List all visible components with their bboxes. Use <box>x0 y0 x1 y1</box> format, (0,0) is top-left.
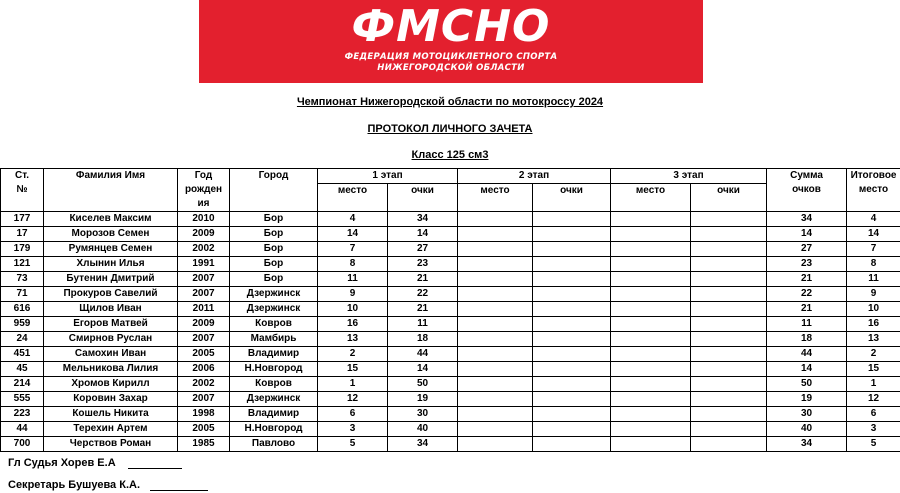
cell-final-place: 13 <box>847 332 900 347</box>
cell-city: Н.Новгород <box>230 422 318 437</box>
cell-stage3-points <box>691 272 767 287</box>
cell-start-number: 17 <box>1 227 44 242</box>
secretary-signature: Секретарь Бушуева К.А. <box>8 479 208 491</box>
table-row <box>1 287 900 302</box>
table-row <box>1 242 900 257</box>
cell-stage1-points: 27 <box>388 242 458 257</box>
cell-sum-points: 23 <box>767 257 847 272</box>
cell-city: Ковров <box>230 377 318 392</box>
cell-stage2-points <box>533 287 611 302</box>
cell-city: Н.Новгород <box>230 362 318 377</box>
logo-subtitle-line2: НИЖЕГОРОДСКОЙ ОБЛАСТИ <box>377 63 525 73</box>
cell-stage3-points <box>691 287 767 302</box>
cell-name: Хлынин Илья <box>44 257 178 272</box>
cell-name: Прокуров Савелий <box>44 287 178 302</box>
cell-stage3-points <box>691 347 767 362</box>
cell-city: Бор <box>230 227 318 242</box>
cell-final-place: 5 <box>847 437 900 452</box>
table-row <box>1 377 900 392</box>
cell-stage3-place <box>611 422 691 437</box>
cell-final-place: 11 <box>847 272 900 287</box>
cell-name: Бутенин Дмитрий <box>44 272 178 287</box>
cell-sum-points: 27 <box>767 242 847 257</box>
cell-stage3-place <box>611 407 691 422</box>
cell-stage3-place <box>611 392 691 407</box>
cell-stage3-place <box>611 272 691 287</box>
table-row <box>1 422 900 437</box>
header-stage1-place: место <box>318 184 388 212</box>
cell-stage2-place <box>458 347 533 362</box>
cell-name: Румянцев Семен <box>44 242 178 257</box>
cell-stage3-place <box>611 347 691 362</box>
cell-final-place: 15 <box>847 362 900 377</box>
cell-name: Егоров Матвей <box>44 317 178 332</box>
cell-stage1-points: 34 <box>388 212 458 227</box>
header-city: Город <box>230 169 318 212</box>
cell-city: Павлово <box>230 437 318 452</box>
cell-final-place: 2 <box>847 347 900 362</box>
cell-stage1-points: 14 <box>388 362 458 377</box>
cell-birth-year: 2007 <box>178 392 230 407</box>
cell-start-number: 73 <box>1 272 44 287</box>
cell-stage1-place: 4 <box>318 212 388 227</box>
cell-stage1-points: 40 <box>388 422 458 437</box>
cell-stage3-points <box>691 392 767 407</box>
cell-birth-year: 2007 <box>178 287 230 302</box>
cell-stage1-points: 11 <box>388 317 458 332</box>
cell-stage1-place: 5 <box>318 437 388 452</box>
cell-birth-year: 2002 <box>178 242 230 257</box>
cell-stage3-place <box>611 317 691 332</box>
cell-birth-year: 2009 <box>178 227 230 242</box>
cell-sum-points: 19 <box>767 392 847 407</box>
cell-birth-year: 1985 <box>178 437 230 452</box>
cell-start-number: 24 <box>1 332 44 347</box>
cell-name: Смирнов Руслан <box>44 332 178 347</box>
cell-stage1-place: 12 <box>318 392 388 407</box>
cell-start-number: 71 <box>1 287 44 302</box>
header-sum-points: Сумма очков <box>767 169 847 212</box>
class-title: Класс 125 см3 <box>411 149 489 161</box>
cell-stage2-points <box>533 392 611 407</box>
cell-sum-points: 14 <box>767 362 847 377</box>
header-stage2-points: очки <box>533 184 611 212</box>
cell-start-number: 179 <box>1 242 44 257</box>
cell-stage1-place: 10 <box>318 302 388 317</box>
cell-start-number: 45 <box>1 362 44 377</box>
cell-final-place: 1 <box>847 377 900 392</box>
cell-stage3-points <box>691 242 767 257</box>
cell-birth-year: 1998 <box>178 407 230 422</box>
cell-stage2-points <box>533 377 611 392</box>
cell-stage2-points <box>533 272 611 287</box>
header-stage-3: 3 этап <box>611 169 767 184</box>
cell-sum-points: 18 <box>767 332 847 347</box>
cell-sum-points: 22 <box>767 287 847 302</box>
cell-stage2-points <box>533 347 611 362</box>
cell-stage3-place <box>611 287 691 302</box>
header-start-number: Ст. № <box>1 169 44 212</box>
cell-stage3-points <box>691 437 767 452</box>
cell-stage1-place: 14 <box>318 227 388 242</box>
cell-stage1-place: 1 <box>318 377 388 392</box>
table-row <box>1 212 900 227</box>
cell-sum-points: 44 <box>767 347 847 362</box>
cell-name: Морозов Семен <box>44 227 178 242</box>
cell-stage2-points <box>533 212 611 227</box>
cell-final-place: 7 <box>847 242 900 257</box>
cell-birth-year: 2002 <box>178 377 230 392</box>
cell-stage2-place <box>458 407 533 422</box>
cell-stage3-points <box>691 422 767 437</box>
cell-name: Самохин Иван <box>44 347 178 362</box>
cell-stage1-place: 6 <box>318 407 388 422</box>
cell-stage3-place <box>611 257 691 272</box>
cell-sum-points: 40 <box>767 422 847 437</box>
cell-stage1-place: 7 <box>318 242 388 257</box>
cell-stage1-place: 9 <box>318 287 388 302</box>
cell-start-number: 959 <box>1 317 44 332</box>
cell-stage2-place <box>458 392 533 407</box>
cell-final-place: 6 <box>847 407 900 422</box>
cell-final-place: 9 <box>847 287 900 302</box>
cell-final-place: 8 <box>847 257 900 272</box>
logo-wordmark: ФМСНО <box>351 1 551 52</box>
cell-start-number: 616 <box>1 302 44 317</box>
cell-stage2-place <box>458 272 533 287</box>
cell-final-place: 16 <box>847 317 900 332</box>
cell-stage1-points: 44 <box>388 347 458 362</box>
cell-sum-points: 14 <box>767 227 847 242</box>
cell-stage3-place <box>611 332 691 347</box>
cell-start-number: 177 <box>1 212 44 227</box>
cell-stage3-place <box>611 227 691 242</box>
cell-sum-points: 34 <box>767 437 847 452</box>
header-stage-2: 2 этап <box>458 169 611 184</box>
cell-start-number: 121 <box>1 257 44 272</box>
cell-city: Бор <box>230 212 318 227</box>
cell-start-number: 223 <box>1 407 44 422</box>
cell-stage1-place: 13 <box>318 332 388 347</box>
table-row <box>1 332 900 347</box>
cell-birth-year: 2007 <box>178 332 230 347</box>
cell-stage2-points <box>533 227 611 242</box>
cell-stage3-points <box>691 407 767 422</box>
cell-stage2-place <box>458 422 533 437</box>
cell-birth-year: 2011 <box>178 302 230 317</box>
cell-stage3-place <box>611 362 691 377</box>
cell-stage1-points: 21 <box>388 272 458 287</box>
cell-city: Дзержинск <box>230 287 318 302</box>
cell-start-number: 555 <box>1 392 44 407</box>
cell-stage2-place <box>458 377 533 392</box>
cell-stage2-points <box>533 422 611 437</box>
cell-stage3-points <box>691 317 767 332</box>
cell-birth-year: 2006 <box>178 362 230 377</box>
cell-sum-points: 34 <box>767 212 847 227</box>
cell-birth-year: 1991 <box>178 257 230 272</box>
cell-stage2-points <box>533 242 611 257</box>
cell-stage3-points <box>691 212 767 227</box>
cell-stage1-points: 34 <box>388 437 458 452</box>
cell-stage1-points: 23 <box>388 257 458 272</box>
cell-stage1-place: 2 <box>318 347 388 362</box>
results-table <box>0 168 900 452</box>
logo-subtitle-line1: ФЕДЕРАЦИЯ МОТОЦИКЛЕТНОГО СПОРТА <box>344 52 558 62</box>
cell-stage2-place <box>458 362 533 377</box>
table-row <box>1 302 900 317</box>
cell-city: Бор <box>230 257 318 272</box>
cell-stage2-place <box>458 242 533 257</box>
cell-birth-year: 2010 <box>178 212 230 227</box>
cell-sum-points: 21 <box>767 272 847 287</box>
cell-stage1-points: 50 <box>388 377 458 392</box>
cell-name: Киселев Максим <box>44 212 178 227</box>
cell-stage2-place <box>458 227 533 242</box>
cell-sum-points: 11 <box>767 317 847 332</box>
cell-stage3-points <box>691 227 767 242</box>
cell-stage3-points <box>691 377 767 392</box>
cell-name: Коровин Захар <box>44 392 178 407</box>
header-stage3-points: очки <box>691 184 767 212</box>
cell-stage2-place <box>458 317 533 332</box>
cell-city: Мамбирь <box>230 332 318 347</box>
header-stage2-place: место <box>458 184 533 212</box>
cell-name: Черствов Роман <box>44 437 178 452</box>
cell-city: Дзержинск <box>230 302 318 317</box>
cell-city: Бор <box>230 242 318 257</box>
table-row <box>1 392 900 407</box>
cell-stage2-place <box>458 257 533 272</box>
cell-stage1-points: 21 <box>388 302 458 317</box>
cell-stage2-place <box>458 302 533 317</box>
cell-stage3-place <box>611 242 691 257</box>
cell-stage1-points: 18 <box>388 332 458 347</box>
cell-sum-points: 50 <box>767 377 847 392</box>
cell-city: Владимир <box>230 407 318 422</box>
fmsno-logo <box>199 0 703 83</box>
cell-start-number: 700 <box>1 437 44 452</box>
championship-title: Чемпионат Нижегородской области по мотокроссу 2024 <box>296 96 604 108</box>
cell-stage2-points <box>533 317 611 332</box>
header-stage-1: 1 этап <box>318 169 458 184</box>
cell-final-place: 12 <box>847 392 900 407</box>
cell-name: Кошель Никита <box>44 407 178 422</box>
header-final-place: Итоговое место <box>847 169 900 212</box>
protocol-title: ПРОТОКОЛ ЛИЧНОГО ЗАЧЕТА <box>367 123 533 135</box>
table-row <box>1 362 900 377</box>
chief-judge-signature: Гл Судья Хорев Е.А <box>8 457 182 469</box>
cell-birth-year: 2009 <box>178 317 230 332</box>
cell-stage1-place: 11 <box>318 272 388 287</box>
cell-final-place: 14 <box>847 227 900 242</box>
cell-city: Ковров <box>230 317 318 332</box>
cell-city: Дзержинск <box>230 392 318 407</box>
cell-birth-year: 2005 <box>178 422 230 437</box>
cell-stage1-place: 8 <box>318 257 388 272</box>
cell-stage3-place <box>611 212 691 227</box>
table-row <box>1 272 900 287</box>
cell-stage3-points <box>691 257 767 272</box>
cell-sum-points: 21 <box>767 302 847 317</box>
cell-stage2-points <box>533 437 611 452</box>
cell-final-place: 3 <box>847 422 900 437</box>
table-row <box>1 257 900 272</box>
cell-final-place: 4 <box>847 212 900 227</box>
cell-stage3-place <box>611 302 691 317</box>
cell-stage3-place <box>611 377 691 392</box>
cell-stage2-place <box>458 212 533 227</box>
cell-stage1-place: 3 <box>318 422 388 437</box>
table-row <box>1 437 900 452</box>
cell-final-place: 10 <box>847 302 900 317</box>
cell-stage3-place <box>611 437 691 452</box>
cell-city: Владимир <box>230 347 318 362</box>
cell-stage2-points <box>533 407 611 422</box>
header-name: Фамилия Имя <box>44 169 178 212</box>
cell-start-number: 214 <box>1 377 44 392</box>
cell-stage3-points <box>691 302 767 317</box>
cell-stage2-points <box>533 332 611 347</box>
cell-name: Терехин Артем <box>44 422 178 437</box>
cell-stage2-place <box>458 332 533 347</box>
cell-name: Хромов Кирилл <box>44 377 178 392</box>
cell-stage1-place: 15 <box>318 362 388 377</box>
cell-name: Щилов Иван <box>44 302 178 317</box>
header-stage3-place: место <box>611 184 691 212</box>
header-birth-year: Год рожден ия <box>178 169 230 212</box>
cell-stage2-points <box>533 362 611 377</box>
table-row <box>1 407 900 422</box>
cell-stage3-points <box>691 362 767 377</box>
cell-name: Мельникова Лилия <box>44 362 178 377</box>
cell-start-number: 451 <box>1 347 44 362</box>
cell-stage1-points: 19 <box>388 392 458 407</box>
cell-birth-year: 2007 <box>178 272 230 287</box>
cell-stage1-points: 30 <box>388 407 458 422</box>
table-row <box>1 347 900 362</box>
header-stage1-points: очки <box>388 184 458 212</box>
cell-stage1-place: 16 <box>318 317 388 332</box>
table-row <box>1 317 900 332</box>
cell-city: Бор <box>230 272 318 287</box>
cell-start-number: 44 <box>1 422 44 437</box>
cell-stage2-place <box>458 287 533 302</box>
cell-stage2-place <box>458 437 533 452</box>
cell-stage3-points <box>691 332 767 347</box>
cell-birth-year: 2005 <box>178 347 230 362</box>
cell-sum-points: 30 <box>767 407 847 422</box>
table-row <box>1 227 900 242</box>
cell-stage1-points: 22 <box>388 287 458 302</box>
cell-stage2-points <box>533 302 611 317</box>
cell-stage2-points <box>533 257 611 272</box>
cell-stage1-points: 14 <box>388 227 458 242</box>
